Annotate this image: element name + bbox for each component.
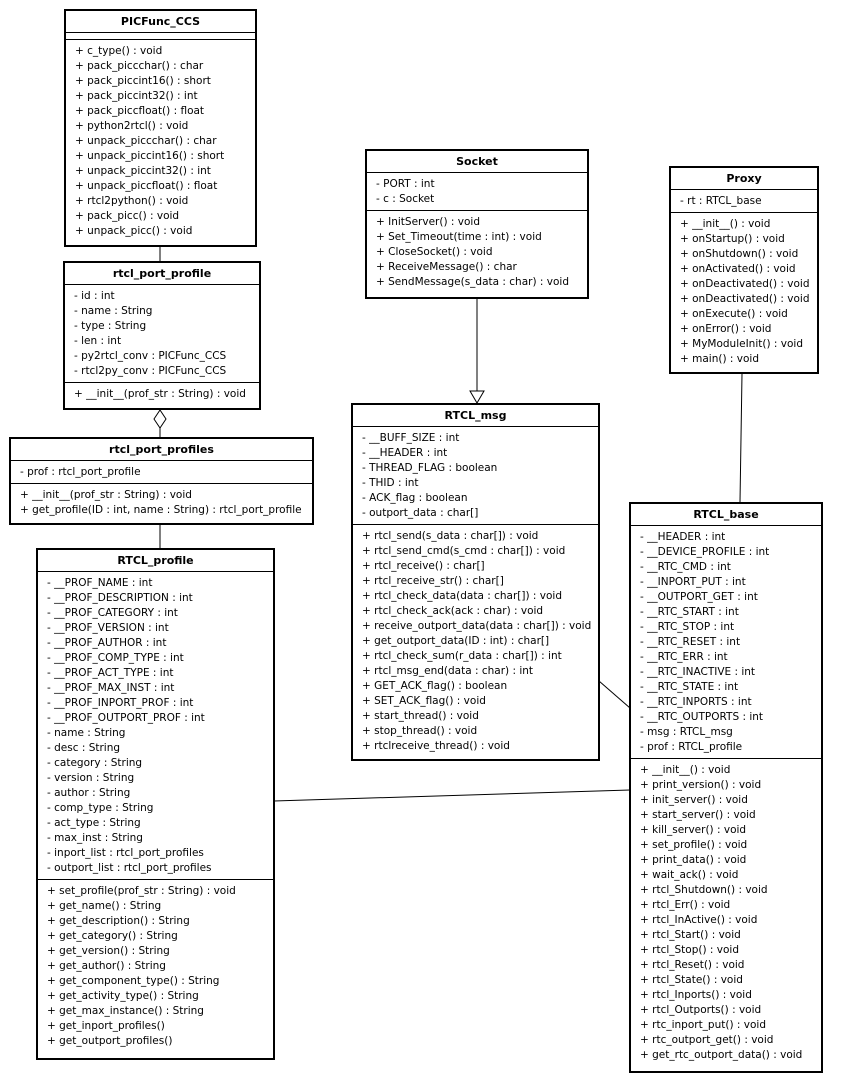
- attribute-section: [11, 461, 312, 483]
- operation-row: + Set_Timeout(time : int) : void: [376, 231, 542, 243]
- operation-row: + __init__() : void: [680, 218, 771, 230]
- attribute-row: - __DEVICE_PROFILE : int: [640, 546, 770, 558]
- attribute-row: - comp_type : String: [47, 802, 154, 814]
- operation-row: + rtcl_receive() : char[]: [362, 560, 485, 572]
- attribute-row: - version : String: [47, 772, 135, 784]
- operation-row: + get_rtc_outport_data() : void: [640, 1049, 803, 1061]
- operation-row: + get_max_instance() : String: [47, 1005, 204, 1017]
- attribute-row: - __INPORT_PUT : int: [640, 576, 746, 588]
- operation-row: + rtcl_send(s_data : char[]) : void: [362, 530, 539, 542]
- attribute-row: - inport_list : rtcl_port_profiles: [47, 847, 204, 859]
- operation-row: + unpack_piccint32() : int: [75, 165, 211, 177]
- class-name: RTCL_base: [631, 504, 821, 526]
- attribute-row: - __HEADER : int: [362, 447, 448, 459]
- operation-row: + unpack_piccfloat() : float: [75, 180, 218, 192]
- class-rtcl-base: [629, 502, 823, 1073]
- operation-row: + wait_ack() : void: [640, 869, 739, 881]
- attribute-row: - __RTC_STATE : int: [640, 681, 739, 693]
- operation-row: + ReceiveMessage() : char: [376, 261, 517, 273]
- class-rtcl-profile: [36, 548, 275, 1060]
- operation-row: + set_profile() : void: [640, 839, 748, 851]
- attribute-row: - c : Socket: [376, 193, 435, 205]
- operation-row: + get_category() : String: [47, 930, 178, 942]
- operation-row: + get_outport_profiles(): [47, 1035, 173, 1047]
- operation-row: + rtcl2python() : void: [75, 195, 189, 207]
- attribute-row: - __PROF_OUTPORT_PROF : int: [47, 712, 205, 724]
- operation-section: [353, 524, 598, 757]
- aggregation-diamond-icon: [154, 410, 166, 428]
- operation-section: [631, 758, 821, 1066]
- attribute-row: - name : String: [74, 305, 153, 317]
- attribute-row: - type : String: [74, 320, 147, 332]
- operation-row: + rtcl_Start() : void: [640, 929, 741, 941]
- operation-row: + get_profile(ID : int, name : String) : rtcl_port_profile: [20, 504, 302, 516]
- operation-row: + print_version() : void: [640, 779, 762, 791]
- operation-row: + get_inport_profiles(): [47, 1020, 165, 1032]
- operation-row: + onExecute() : void: [680, 308, 788, 320]
- class-name: PICFunc_CCS: [66, 11, 255, 33]
- attribute-row: - rtcl2py_conv : PICFunc_CCS: [74, 365, 227, 377]
- attribute-row: - __PROF_CATEGORY : int: [47, 607, 178, 619]
- operation-row: + pack_piccint32() : int: [75, 90, 198, 102]
- attribute-row: - rt : RTCL_base: [680, 195, 762, 207]
- operation-row: + pack_piccint16() : short: [75, 75, 211, 87]
- class-name: Proxy: [671, 168, 817, 190]
- attribute-row: - __RTC_INACTIVE : int: [640, 666, 756, 678]
- generalization-arrowhead-icon: [470, 391, 484, 403]
- attribute-row: - max_inst : String: [47, 832, 143, 844]
- operation-row: + pack_picc() : void: [75, 210, 180, 222]
- attribute-row: - __RTC_START : int: [640, 606, 739, 618]
- operation-section: [367, 210, 587, 293]
- class-name: RTCL_profile: [38, 550, 273, 572]
- operation-row: + rtcl_Shutdown() : void: [640, 884, 768, 896]
- attribute-row: - __RTC_RESET : int: [640, 636, 741, 648]
- operation-row: + stop_thread() : void: [362, 725, 478, 737]
- attribute-row: - __PROF_ACT_TYPE : int: [47, 667, 174, 679]
- attribute-row: - PORT : int: [376, 178, 435, 190]
- operation-row: + c_type() : void: [75, 45, 163, 57]
- attribute-row: - category : String: [47, 757, 143, 769]
- operation-row: + start_server() : void: [640, 809, 756, 821]
- attribute-row: - __PROF_DESCRIPTION : int: [47, 592, 193, 604]
- operation-section: [66, 39, 255, 242]
- operation-row: + rtcl_Outports() : void: [640, 1004, 762, 1016]
- operation-row: + __init__(prof_str : String) : void: [74, 388, 246, 400]
- operation-row: + onError() : void: [680, 323, 772, 335]
- operation-row: + get_name() : String: [47, 900, 162, 912]
- class-rtcl-msg: [351, 403, 600, 761]
- attribute-section: [38, 572, 273, 879]
- operation-row: + rtcl_send_cmd(s_cmd : char[]) : void: [362, 545, 566, 557]
- operation-row: + CloseSocket() : void: [376, 246, 493, 258]
- attribute-row: - len : int: [74, 335, 122, 347]
- operation-row: + get_outport_data(ID : int) : char[]: [362, 635, 550, 647]
- attribute-section: [631, 526, 821, 758]
- operation-row: + set_profile(prof_str : String) : void: [47, 885, 236, 897]
- operation-row: + rtcl_receive_str() : char[]: [362, 575, 504, 587]
- operation-row: + onStartup() : void: [680, 233, 785, 245]
- attribute-row: - __RTC_STOP : int: [640, 621, 735, 633]
- class-name: rtcl_port_profile: [65, 263, 259, 285]
- operation-row: + kill_server() : void: [640, 824, 747, 836]
- operation-row: + get_component_type() : String: [47, 975, 220, 987]
- operation-section: [671, 212, 817, 370]
- class-socket: [365, 149, 589, 299]
- operation-row: + rtc_inport_put() : void: [640, 1019, 766, 1031]
- attribute-row: - desc : String: [47, 742, 121, 754]
- operation-row: + onActivated() : void: [680, 263, 796, 275]
- operation-row: + pack_piccfloat() : float: [75, 105, 205, 117]
- attribute-row: - __PROF_AUTHOR : int: [47, 637, 167, 649]
- operation-row: + unpack_picc() : void: [75, 225, 193, 237]
- attribute-row: - id : int: [74, 290, 115, 302]
- operation-row: + SendMessage(s_data : char) : void: [376, 276, 569, 288]
- operation-row: + start_thread() : void: [362, 710, 479, 722]
- class-proxy: [669, 166, 819, 374]
- operation-row: + InitServer() : void: [376, 216, 480, 228]
- class-name: Socket: [367, 151, 587, 173]
- attribute-row: - ACK_flag : boolean: [362, 492, 468, 504]
- attribute-row: - __PROF_COMP_TYPE : int: [47, 652, 184, 664]
- operation-row: + rtcl_Stop() : void: [640, 944, 740, 956]
- attribute-row: - __OUTPORT_GET : int: [640, 591, 758, 603]
- association-proxy-base: [740, 374, 742, 502]
- operation-section: [11, 483, 312, 521]
- attribute-row: - __BUFF_SIZE : int: [362, 432, 460, 444]
- attribute-row: - THID : int: [362, 477, 419, 489]
- operation-row: + onShutdown() : void: [680, 248, 799, 260]
- attribute-row: - outport_list : rtcl_port_profiles: [47, 862, 212, 874]
- class-name: RTCL_msg: [353, 405, 598, 427]
- operation-section: [65, 382, 259, 405]
- attribute-row: - py2rtcl_conv : PICFunc_CCS: [74, 350, 227, 362]
- operation-row: + rtcl_check_sum(r_data : char[]) : int: [362, 650, 562, 662]
- operation-row: + main() : void: [680, 353, 759, 365]
- operation-row: + rtcl_InActive() : void: [640, 914, 758, 926]
- attribute-section: [353, 427, 598, 524]
- operation-row: + rtcl_State() : void: [640, 974, 743, 986]
- operation-row: + onDeactivated() : void: [680, 293, 810, 305]
- attribute-row: - __PROF_INPORT_PROF : int: [47, 697, 194, 709]
- attribute-row: - THREAD_FLAG : boolean: [362, 462, 498, 474]
- operation-row: + rtcl_Inports() : void: [640, 989, 752, 1001]
- attribute-row: - __PROF_VERSION : int: [47, 622, 169, 634]
- operation-section: [38, 879, 273, 1052]
- class-picfunc-ccs: [64, 9, 257, 247]
- operation-row: + get_description() : String: [47, 915, 190, 927]
- operation-row: + rtcl_Reset() : void: [640, 959, 745, 971]
- class-rtcl-port-profile: [63, 261, 261, 410]
- operation-row: + rtcl_msg_end(data : char) : int: [362, 665, 534, 677]
- operation-row: + get_activity_type() : String: [47, 990, 199, 1002]
- attribute-row: - prof : rtcl_port_profile: [20, 466, 141, 478]
- attribute-row: - act_type : String: [47, 817, 141, 829]
- association-profile-base: [274, 790, 630, 801]
- operation-row: + init_server() : void: [640, 794, 748, 806]
- operation-row: + __init__(prof_str : String) : void: [20, 489, 192, 501]
- attribute-section: [367, 173, 587, 210]
- class-name: rtcl_port_profiles: [11, 439, 312, 461]
- operation-row: + rtc_outport_get() : void: [640, 1034, 774, 1046]
- attribute-row: - __PROF_MAX_INST : int: [47, 682, 175, 694]
- attribute-row: - __RTC_OUTPORTS : int: [640, 711, 764, 723]
- operation-row: + receive_outport_data(data : char[]) : void: [362, 620, 592, 632]
- operation-row: + python2rtcl() : void: [75, 120, 189, 132]
- operation-row: + rtcl_Err() : void: [640, 899, 731, 911]
- operation-row: + get_version() : String: [47, 945, 170, 957]
- operation-row: + MyModuleInit() : void: [680, 338, 804, 350]
- class-rtcl-port-profiles: [9, 437, 314, 525]
- operation-row: + get_author() : String: [47, 960, 166, 972]
- attribute-row: - msg : RTCL_msg: [640, 726, 733, 738]
- operation-row: + rtcl_check_data(data : char[]) : void: [362, 590, 563, 602]
- operation-row: + unpack_piccint16() : short: [75, 150, 225, 162]
- operation-row: + GET_ACK_flag() : boolean: [362, 680, 508, 692]
- attribute-row: - __RTC_INPORTS : int: [640, 696, 752, 708]
- operation-row: + __init__() : void: [640, 764, 731, 776]
- attribute-row: - __RTC_CMD : int: [640, 561, 731, 573]
- attribute-section: [671, 190, 817, 212]
- operation-row: + SET_ACK_flag() : void: [362, 695, 486, 707]
- attribute-section: [65, 285, 259, 382]
- operation-row: + rtcl_check_ack(ack : char) : void: [362, 605, 544, 617]
- attribute-row: - name : String: [47, 727, 126, 739]
- attribute-row: - __PROF_NAME : int: [47, 577, 153, 589]
- operation-row: + unpack_piccchar() : char: [75, 135, 217, 147]
- attribute-row: - outport_data : char[]: [362, 507, 479, 519]
- attribute-row: - __RTC_ERR : int: [640, 651, 728, 663]
- attribute-row: - author : String: [47, 787, 131, 799]
- operation-row: + rtclreceive_thread() : void: [362, 740, 510, 752]
- operation-row: + onDeactivated() : void: [680, 278, 810, 290]
- attribute-row: - __HEADER : int: [640, 531, 726, 543]
- operation-row: + print_data() : void: [640, 854, 747, 866]
- attribute-row: - prof : RTCL_profile: [640, 741, 743, 753]
- association-msg-base: [599, 681, 630, 708]
- operation-row: + pack_piccchar() : char: [75, 60, 204, 72]
